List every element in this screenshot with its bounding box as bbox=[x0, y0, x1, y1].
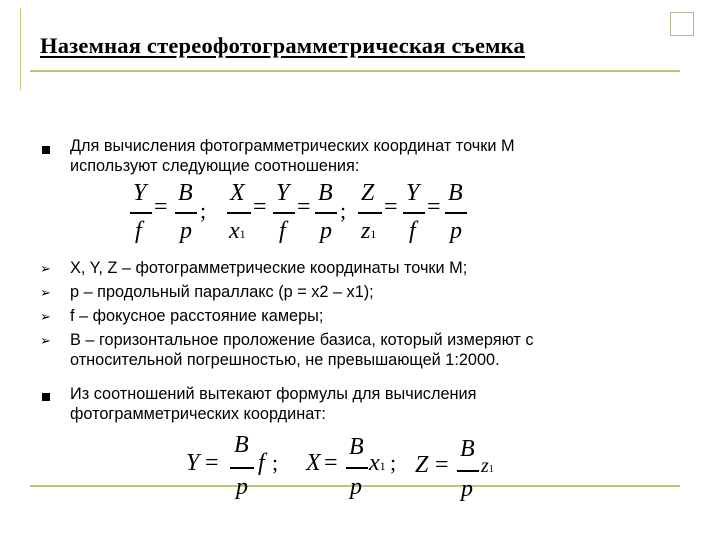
square-bullet-icon bbox=[42, 393, 50, 401]
formula-equals: = bbox=[384, 194, 398, 220]
fraction-bar bbox=[445, 212, 467, 214]
formula-var: B bbox=[460, 436, 475, 462]
intro-line-1: Для вычисления фотограмметрических координат точки М bbox=[70, 137, 515, 155]
formula-var-z: z bbox=[361, 218, 371, 244]
formula-var-x: x bbox=[229, 218, 240, 244]
formula-var: X bbox=[230, 180, 245, 206]
formula-subscript: 1 bbox=[370, 227, 377, 241]
formula-equals: = bbox=[435, 452, 449, 478]
title-divider bbox=[30, 70, 680, 72]
formula-var: f bbox=[279, 218, 286, 244]
formula-var: Y bbox=[133, 180, 147, 206]
formula-var: p bbox=[450, 218, 462, 244]
formula-var: Y bbox=[276, 180, 290, 206]
bullet-text: B – горизонтальное проложение базиса, который измеряют с bbox=[70, 331, 534, 349]
formula-var: B bbox=[178, 180, 193, 206]
formula-subscript: 1 bbox=[488, 464, 494, 475]
bullet-text-continued: относительной погрешностью, не превышающей 1:2000. bbox=[70, 351, 500, 369]
formula-var: X bbox=[306, 450, 321, 476]
formula-var: Z bbox=[361, 180, 375, 206]
outro-line-2: фотограмметрических координат: bbox=[70, 405, 326, 423]
formula-var: B bbox=[448, 180, 463, 206]
formula-var bbox=[229, 218, 246, 245]
bullet-text: X, Y, Z – фотограмметрические координаты точки М; bbox=[70, 259, 468, 277]
formula-separator: ; bbox=[390, 450, 397, 475]
fraction-bar bbox=[273, 212, 295, 214]
formula-subscript: 1 bbox=[379, 459, 386, 473]
fraction-bar bbox=[130, 212, 152, 214]
formula-var bbox=[369, 450, 386, 477]
intro-line-2: используют следующие соотношения: bbox=[70, 157, 360, 175]
corner-decoration bbox=[670, 12, 694, 36]
formula-var-x: x bbox=[369, 450, 380, 476]
formula-var: B bbox=[349, 434, 364, 460]
formula-var: f bbox=[135, 218, 142, 244]
fraction-bar bbox=[403, 212, 425, 214]
formula-equals: = bbox=[297, 194, 311, 220]
fraction-bar bbox=[175, 212, 197, 214]
fraction-bar bbox=[227, 212, 251, 214]
page-title: Наземная стереофотограмметрическая съемка bbox=[40, 33, 525, 58]
formula-var: f bbox=[258, 450, 265, 476]
formula-var: p bbox=[236, 474, 248, 500]
formula-var bbox=[481, 455, 494, 478]
formula-var: B bbox=[234, 432, 249, 458]
formula-var: p bbox=[350, 474, 362, 500]
bullet-text: p – продольный параллакс (p = x2 – x1); bbox=[70, 283, 374, 301]
formula-var: p bbox=[320, 218, 332, 244]
formula-separator: ; bbox=[340, 198, 347, 223]
formula-var: p bbox=[180, 218, 192, 244]
fraction-bar bbox=[346, 467, 368, 469]
frame-vertical-line bbox=[20, 8, 21, 90]
fraction-bar bbox=[457, 470, 479, 472]
bullet-text: f – фокусное расстояние камеры; bbox=[70, 307, 324, 325]
formula-var: B bbox=[318, 180, 333, 206]
formula-var-z: z bbox=[481, 455, 489, 477]
formula-var: Y bbox=[406, 180, 420, 206]
formula-equals: = bbox=[154, 194, 168, 220]
arrow-bullet-icon: ➢ bbox=[40, 261, 51, 276]
formula-equals: = bbox=[253, 194, 267, 220]
arrow-bullet-icon: ➢ bbox=[40, 285, 51, 300]
formula-separator: ; bbox=[200, 198, 207, 223]
fraction-bar bbox=[315, 212, 337, 214]
fraction-bar bbox=[230, 467, 254, 469]
formula-var: p bbox=[461, 476, 473, 502]
fraction-bar bbox=[358, 212, 382, 214]
formula-separator: ; bbox=[272, 450, 279, 475]
formula-var: Y bbox=[186, 450, 200, 476]
formula-var bbox=[361, 218, 376, 245]
outro-line-1: Из соотношений вытекают формулы для вычисления bbox=[70, 385, 477, 403]
arrow-bullet-icon: ➢ bbox=[40, 309, 51, 324]
formula-equals: = bbox=[324, 450, 338, 476]
formula-var: Z bbox=[415, 452, 429, 478]
formula-subscript: 1 bbox=[239, 227, 246, 241]
formula-equals: = bbox=[427, 194, 441, 220]
formula-equals: = bbox=[205, 450, 219, 476]
arrow-bullet-icon: ➢ bbox=[40, 333, 51, 348]
formula-var: f bbox=[409, 218, 416, 244]
square-bullet-icon bbox=[42, 146, 50, 154]
